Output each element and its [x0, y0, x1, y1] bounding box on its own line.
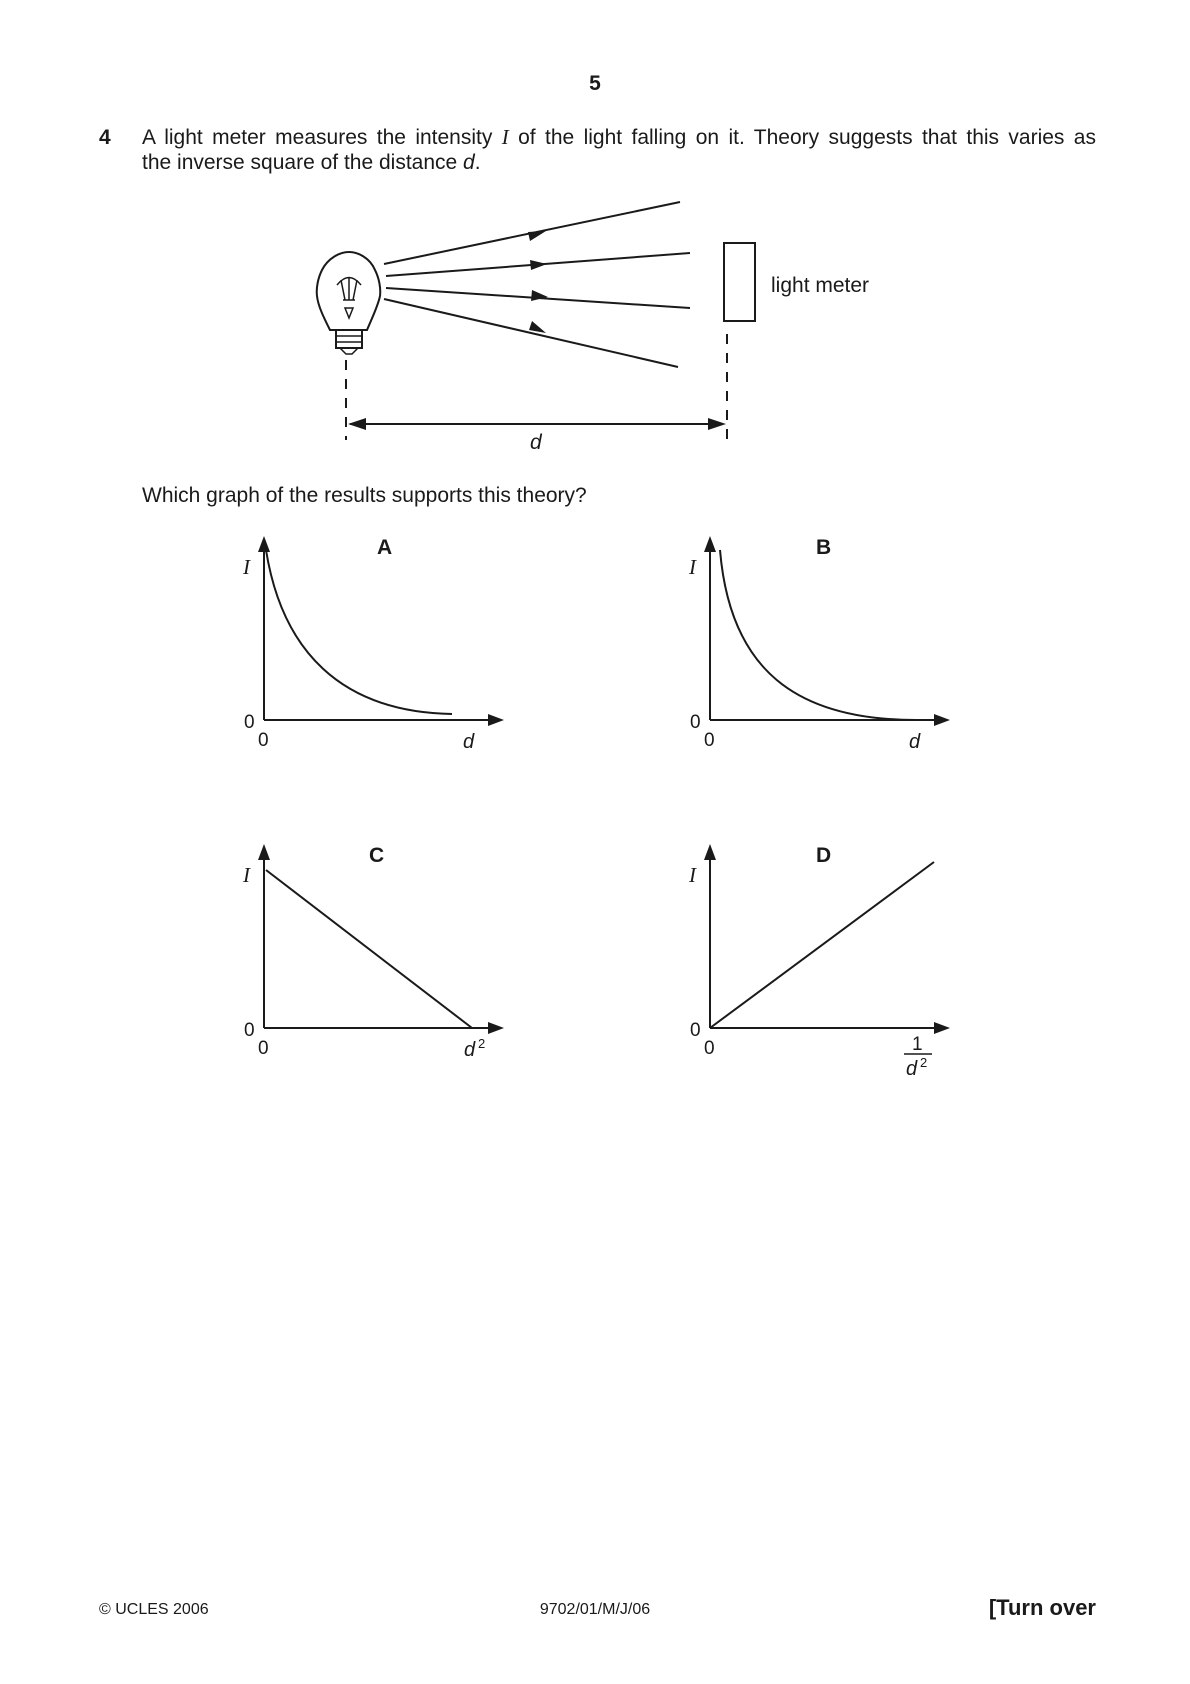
- filament-icon: [337, 278, 361, 319]
- x-axis-arrowhead: [934, 1022, 950, 1034]
- distance-symbol: d: [463, 151, 475, 174]
- stem-text: .: [474, 151, 481, 174]
- y-axis-arrowhead: [258, 536, 270, 552]
- x-axis-arrowhead: [934, 714, 950, 726]
- page-number: 5: [589, 72, 601, 95]
- distance-label: d: [530, 431, 542, 454]
- curve: [266, 870, 472, 1028]
- y-axis-label: I: [689, 555, 696, 579]
- light-ray: [384, 299, 678, 367]
- light-meter-label: light meter: [771, 274, 870, 297]
- x-origin-label: 0: [704, 1038, 715, 1059]
- question-prompt: Which graph of the results supports this theory?: [142, 484, 587, 507]
- bulb-base-icon: [336, 330, 362, 348]
- x-axis-arrowhead: [488, 714, 504, 726]
- x-axis-arrowhead: [488, 1022, 504, 1034]
- x-axis-label-numerator: 1: [912, 1034, 923, 1055]
- y-origin-label: 0: [690, 1020, 701, 1041]
- paper-code-footer: 9702/01/M/J/06: [539, 1601, 651, 1618]
- curve: [266, 550, 452, 714]
- y-axis-arrowhead: [258, 844, 270, 860]
- y-origin-label: 0: [690, 712, 701, 733]
- y-origin-label: 0: [244, 712, 255, 733]
- x-axis-label: d: [909, 731, 921, 753]
- x-axis-label: d: [906, 1058, 918, 1080]
- graph-b: [676, 530, 996, 770]
- y-axis-label: I: [243, 555, 250, 579]
- y-origin-label: 0: [244, 1020, 255, 1041]
- question-number: 4: [99, 126, 111, 149]
- curve: [720, 550, 916, 720]
- option-label: A: [377, 536, 393, 559]
- graph-a: [230, 530, 550, 770]
- stem-text: of the light falling on it. Theory suggests that this varies as: [508, 126, 1096, 149]
- y-axis-arrowhead: [704, 536, 716, 552]
- x-origin-label: 0: [704, 730, 715, 751]
- x-axis-label: d: [464, 1039, 476, 1061]
- graph-c: [230, 838, 550, 1078]
- stem-text: A light meter measures the intensity: [142, 126, 502, 149]
- turn-over-footer: [Turn over: [988, 1595, 1096, 1620]
- stem-text: the inverse square of the distance: [142, 151, 464, 174]
- y-axis-label: I: [243, 863, 250, 887]
- x-origin-label: 0: [258, 1038, 269, 1059]
- x-axis-label: d: [463, 731, 475, 753]
- curve: [710, 862, 934, 1028]
- option-label: D: [816, 844, 832, 867]
- y-axis-label: I: [689, 863, 696, 887]
- light-meter-icon: [724, 243, 755, 321]
- x-origin-label: 0: [258, 730, 269, 751]
- option-label: C: [369, 844, 385, 867]
- copyright-footer: © UCLES 2006: [99, 1601, 209, 1618]
- y-axis-arrowhead: [704, 844, 716, 860]
- graph-d: [676, 838, 996, 1098]
- x-axis-label-superscript: 2: [478, 1036, 486, 1051]
- intensity-symbol: I: [501, 125, 509, 149]
- apparatus-diagram: [0, 0, 1190, 470]
- option-label: B: [816, 536, 832, 559]
- x-axis-label-superscript: 2: [920, 1055, 928, 1070]
